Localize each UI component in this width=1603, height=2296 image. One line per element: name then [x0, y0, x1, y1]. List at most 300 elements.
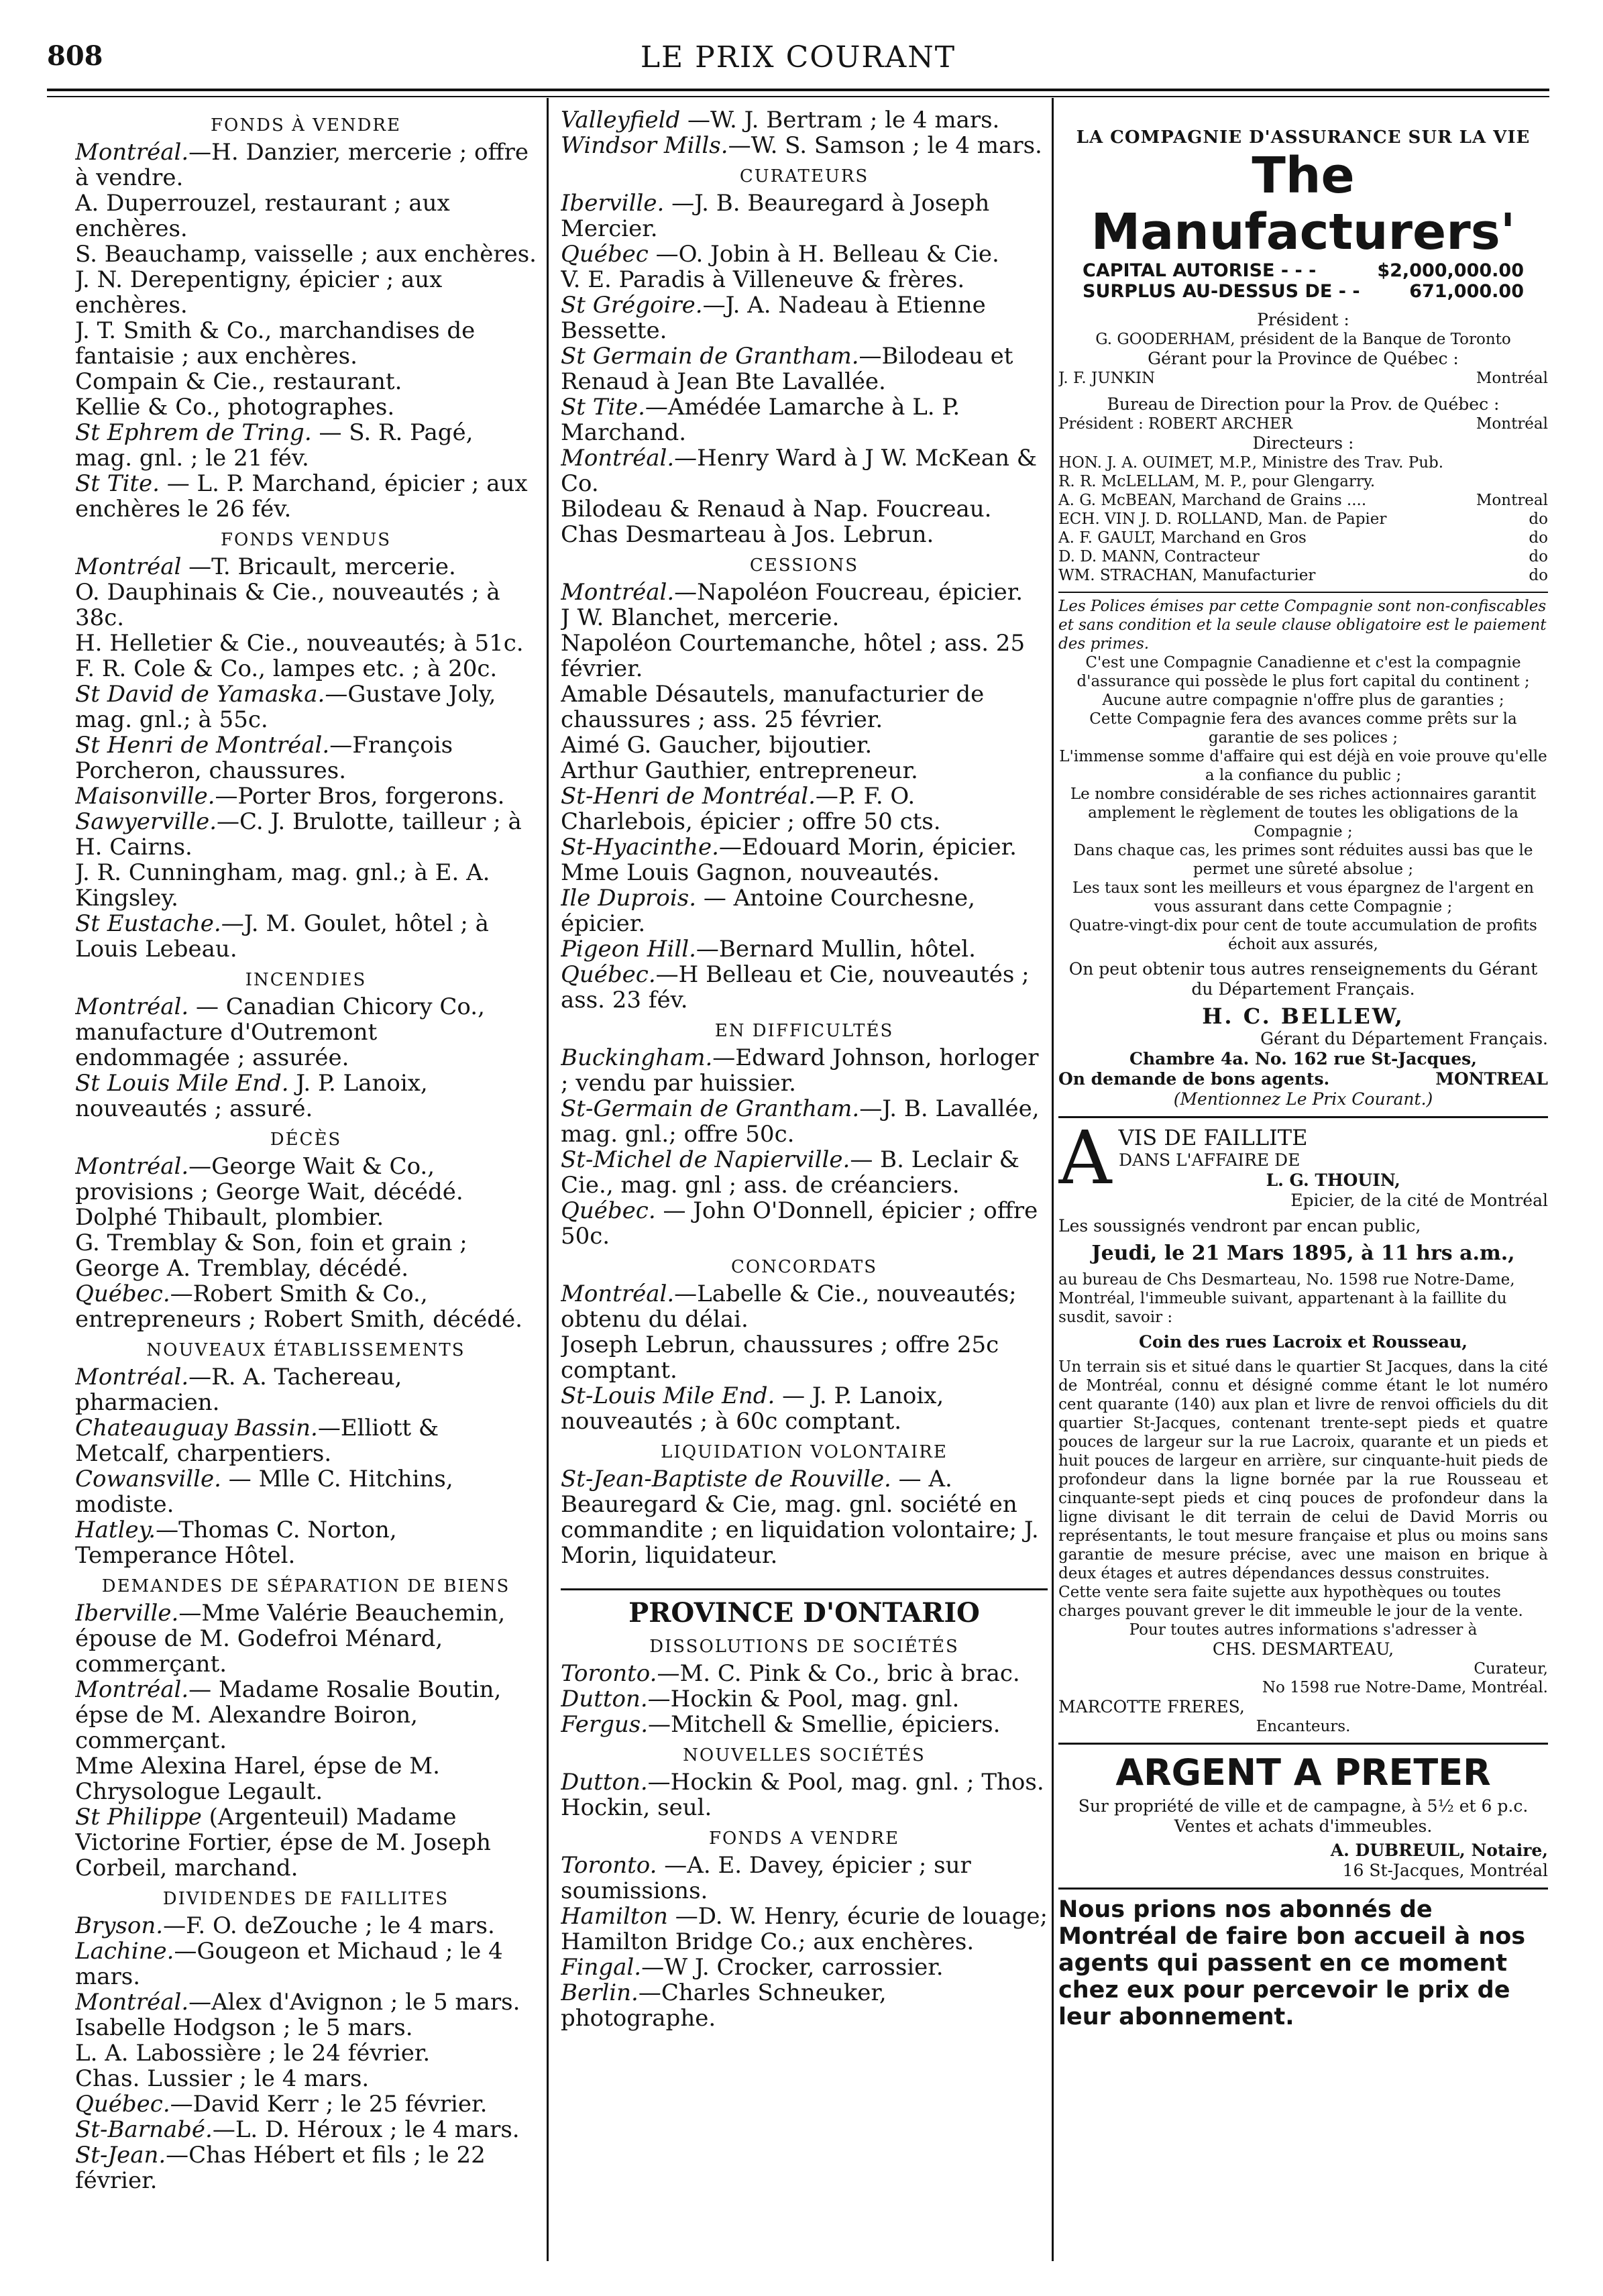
listing-entry [561, 1661, 1048, 1686]
entry-text: —Bilodeau et Renaud à Jean Bte Lavallée. [561, 343, 1013, 395]
sale-date: Jeudi, le 21 Mars 1895, à 11 hrs a.m., [1091, 1242, 1515, 1265]
page-number: 808 [47, 40, 103, 72]
entry-place: Montréal. [561, 579, 675, 606]
listing-entry [561, 190, 1048, 241]
listing-entry [75, 2040, 537, 2066]
listing-entry [75, 1753, 537, 1804]
listing-entry [561, 783, 1048, 834]
entry-text: —Bernard Mullin, hôtel. [696, 936, 976, 963]
entry-text: —Gougeon et Michaud ; le 4 mars. [75, 1938, 503, 1990]
header-rule [47, 89, 1549, 91]
entry-place: St Louis Mile End. [75, 1070, 289, 1097]
bureau-city: Montréal [1476, 415, 1548, 433]
entry-text: Bilodeau & Renaud à Nap. Foucreau. [561, 496, 992, 523]
listing-entry [561, 732, 1048, 758]
listing-entry [75, 656, 537, 681]
director-name: WM. STRACHAN, Manufacturier [1058, 567, 1316, 584]
listing-entry [561, 1466, 1048, 1568]
entry-place: Dutton. [561, 1686, 648, 1712]
entry-place: Iberville. [561, 190, 665, 217]
entry-text: —Mme Valérie Beauchemin, épouse de M. Godefroi Ménard, commerçant. [75, 1600, 506, 1678]
entry-text: Arthur Gauthier, entrepreneur. [561, 757, 918, 784]
sale-location: au bureau de Chs Desmarteau, No. 1598 rue Notre-Dame, Montréal, l'immeuble suivant, appartenant à la faillite du susdit, savoir : [1058, 1271, 1515, 1326]
faillite-desc: Epicier, de la cité de Montréal [1290, 1191, 1548, 1210]
entry-text: —L. D. Héroux ; le 4 mars. [212, 2116, 520, 2143]
column-2 [561, 107, 1048, 2257]
director-city: do [1529, 567, 1548, 584]
director-city: do [1529, 529, 1548, 547]
entry-place: St-Louis Mile End. [561, 1382, 775, 1409]
surplus-line [1058, 281, 1548, 302]
entry-text: — Canadian Chicory Co., manufacture d'Outremont endommagée ; assurée. [75, 993, 485, 1071]
listing-entry [75, 580, 537, 631]
gerant-city: Montréal [1476, 370, 1548, 387]
entry-text: —J. M. Goulet, hôtel ; à Louis Lebeau. [75, 910, 489, 963]
entry-text: Napoléon Courtemanche, hôtel ; ass. 25 février. [561, 630, 1026, 682]
listing-entry [75, 911, 537, 962]
running-title: LE PRIX COURANT [640, 40, 956, 74]
faillite-intro: Les soussignés vendront par encan public, [1058, 1216, 1421, 1236]
entry-place: St Grégoire. [561, 292, 703, 319]
director-name: D. D. MANN, Contracteur [1058, 548, 1260, 565]
bureau-label: Bureau de Direction pour la Prov. de Québec : [1107, 394, 1500, 414]
directors-list [1058, 453, 1548, 585]
entry-text: —Porter Bros, forgerons. [215, 783, 505, 810]
entry-text: — B. Leclair & Cie., mag. gnl ; ass. de créanciers. [561, 1146, 1019, 1199]
director-city: Montreal [1476, 492, 1548, 509]
sale-body-2: Cette vente sera faite sujette aux hypothèques ou toutes charges pouvant grever le dit immeuble le jour de la vente. [1058, 1584, 1523, 1620]
listing-entry [75, 1364, 537, 1415]
entry-text: S. Beauchamp, vaisselle ; aux enchères. [75, 241, 537, 268]
listing-entry [75, 1804, 537, 1881]
listing-entry [561, 605, 1048, 631]
director-name: A. F. GAULT, Marchand en Gros [1058, 529, 1307, 547]
listing-entry [561, 885, 1048, 936]
director-name: ECH. VIN J. D. ROLLAND, Man. de Papier [1058, 510, 1387, 528]
entry-text: —R. A. Tachereau, pharmacien. [75, 1364, 402, 1416]
entry-text: L. A. Labossière ; le 24 février. [75, 2040, 431, 2067]
listing-entry [561, 1853, 1048, 1904]
entry-place: St Ephrem de Tring. [75, 419, 312, 446]
policy-text: Quatre-vingt-dix pour cent de toute accumulation de profits échoit aux assurés, [1069, 917, 1537, 953]
entry-text: G. Tremblay & Son, foin et grain ; George A. Tremblay, décédé. [75, 1229, 467, 1282]
entry-place: Fergus. [561, 1711, 649, 1738]
director-row [1058, 453, 1548, 472]
listing-entry [561, 241, 1048, 267]
policy-text: L'immense somme d'affaire qui est déjà en voie prouve qu'elle a la confiance du public ; [1059, 748, 1547, 784]
entry-place: Chateauguay Bassin. [75, 1415, 318, 1441]
entry-place: St-Henri de Montréal. [561, 783, 816, 810]
listing-entry [75, 1517, 537, 1568]
gerant-name: J. F. JUNKIN [1058, 370, 1156, 387]
listing-entry [561, 962, 1048, 1013]
director-city: do [1529, 510, 1548, 528]
listing-entry [561, 445, 1048, 496]
listing-entry [561, 1045, 1048, 1096]
listing-entry [561, 522, 1048, 547]
argent-line-2: Ventes et achats d'immeubles. [1174, 1816, 1433, 1836]
entry-place: Montréal. [75, 1364, 189, 1390]
bureau-line [1058, 415, 1548, 433]
entry-text: Dolphé Thibault, plombier. [75, 1204, 384, 1231]
sale-corner: Coin des rues Lacroix et Rousseau, [1138, 1332, 1468, 1352]
entry-text: Mme Alexina Harel, épse de M. Chrysologue Legault. [75, 1753, 440, 1805]
entry-text: —F. O. deZouche ; le 4 mars. [163, 1912, 495, 1939]
curateur-label: Curateur, [1474, 1660, 1548, 1678]
entry-place: Montréal. [561, 1280, 675, 1307]
entry-text: J. T. Smith & Co., marchandises de fantaisie ; aux enchères. [75, 317, 476, 370]
entry-text: —J. B. Beauregard à Joseph Mercier. [561, 190, 990, 242]
section-title: LIQUIDATION VOLONTAIRE [661, 1442, 948, 1462]
entry-text: —A. E. Davey, épicier ; sur soumissions. [561, 1852, 971, 1904]
policy-text: Le nombre considérable de ses riches actionnaires garantit amplement le règlement de toutes les obligations de la Compagnie ; [1070, 785, 1537, 840]
listing-entry [75, 1938, 537, 1989]
listing-entry [561, 292, 1048, 343]
entry-place: St-Jean. [75, 2142, 166, 2169]
entry-place: St Tite. [75, 470, 160, 497]
listing-entry [75, 2142, 537, 2193]
listing-entry [75, 1600, 537, 1677]
insurance-advert [1058, 127, 1548, 1118]
entry-text: —Hockin & Pool, mag. gnl. [647, 1686, 960, 1712]
entry-text: —D. W. Henry, écurie de louage; Hamilton Bridge Co.; aux enchères. [561, 1903, 1048, 1955]
entry-text: —P. F. O. Charlebois, épicier ; offre 50 cts. [561, 783, 941, 835]
entry-place: Iberville. [75, 1600, 179, 1627]
listing-entry [75, 1466, 537, 1517]
section-title: DIVIDENDES DE FAILLITES [162, 1889, 449, 1909]
argent-line-1: Sur propriété de ville et de campagne, à 5½ et 6 p.c. [1078, 1796, 1529, 1816]
entry-text: —Alex d'Avignon ; le 5 mars. [188, 1989, 520, 2016]
listing-entry [561, 1712, 1048, 1737]
listing-entry [75, 1415, 537, 1466]
entry-text: —Edward Johnson, horloger ; vendu par huissier. [561, 1044, 1039, 1097]
entry-text: — Mlle C. Hitchins, modiste. [75, 1466, 453, 1518]
entry-text: —François Porcheron, chaussures. [75, 732, 453, 784]
director-city: do [1529, 548, 1548, 565]
entry-text: —J. A. Nadeau à Etienne Bessette. [561, 292, 986, 344]
quebec-sections-continued [561, 107, 1048, 1568]
section-title: DISSOLUTIONS DE SOCIÉTÉS [649, 1637, 959, 1657]
entry-place: Sawyerville. [75, 808, 217, 835]
director-row [1058, 491, 1548, 510]
entry-place: Fingal. [561, 1954, 642, 1981]
entry-text: —W. J. Bertram ; le 4 mars. [680, 107, 1000, 133]
entry-text: —George Wait & Co., provisions ; George Wait, décédé. [75, 1153, 463, 1205]
entry-place: St Henri de Montréal. [75, 732, 330, 759]
listing-entry [561, 267, 1048, 292]
listing-entry [561, 834, 1048, 860]
entry-text: —Gustave Joly, mag. gnl.; à 55c. [75, 681, 496, 733]
listing-entry [75, 267, 537, 318]
entry-place: St-Jean-Baptiste de Rouville. [561, 1466, 891, 1492]
entry-text: —David Kerr ; le 25 février. [170, 2091, 488, 2118]
policy-text: C'est une Compagnie Canadienne et c'est la compagnie d'assurance qui possède le plus fort capital du continent ; [1076, 654, 1530, 690]
faillite-name: L. G. THOUIN, [1266, 1170, 1400, 1190]
entry-text: —H. Danzier, mercerie ; offre à vendre. [75, 139, 529, 191]
surplus-value: 671,000.00 [1409, 281, 1524, 302]
entry-text: Kellie & Co., photographes. [75, 394, 395, 421]
agents-line [1058, 1069, 1548, 1089]
section-title: INCENDIES [245, 970, 367, 990]
listing-entry [75, 318, 537, 369]
curateur-name: CHS. DESMARTEAU, [1212, 1639, 1394, 1659]
entry-text: —Henry Ward à J W. McKean & Co. [561, 445, 1038, 497]
bureau-president: Président : ROBERT ARCHER [1058, 415, 1293, 433]
header-rule-thin [47, 96, 1549, 97]
entry-place: St-Germain de Grantham. [561, 1095, 860, 1122]
entry-place: Berlin. [561, 1979, 639, 2006]
entry-place: Montréal. [75, 139, 189, 166]
entry-text: — L. P. Marchand, épicier ; aux enchères le 26 fév. [75, 470, 528, 523]
column-divider [1052, 98, 1054, 2261]
entry-text: — Antoine Courchesne, épicier. [561, 885, 975, 937]
entry-text: —T. Bricault, mercerie. [181, 553, 456, 580]
listing-entry [561, 1281, 1048, 1332]
entry-place: Valleyfield [561, 107, 681, 133]
listing-entry [75, 860, 537, 911]
listing-entry [75, 140, 537, 190]
listing-entry [75, 241, 537, 267]
auctioneers-label: Encanteurs. [1256, 1718, 1351, 1735]
listing-entry [75, 783, 537, 809]
entry-text: Isabelle Hodgson ; le 5 mars. [75, 2014, 413, 2041]
director-name: HON. J. A. OUIMET, M.P., Ministre des Trav. Pub. [1058, 454, 1444, 472]
surplus-label: SURPLUS AU-DESSUS DE - - [1083, 281, 1360, 302]
policy-text: Cette Compagnie fera des avances comme prêts sur la garantie de ses polices ; [1089, 710, 1517, 747]
entry-place: Québec [561, 241, 649, 268]
listing-entry [75, 1989, 537, 2015]
entry-text: O. Dauphinais & Cie., nouveautés ; à 38c. [75, 579, 500, 631]
listing-entry [75, 994, 537, 1071]
entry-place: Montréal. [75, 1989, 189, 2016]
notary-address: 16 St-Jacques, Montréal [1342, 1861, 1548, 1880]
listing-entry [561, 107, 1048, 133]
listing-entry [75, 809, 537, 860]
entry-text: J. N. Derepentigny, épicier ; aux enchères. [75, 266, 443, 319]
entry-place: Toronto. [561, 1852, 657, 1879]
listing-entry [75, 1154, 537, 1205]
section-title: FONDS VENDUS [220, 530, 392, 550]
listing-entry [561, 681, 1048, 732]
listing-entry [75, 1281, 537, 1332]
directeurs-label: Directeurs : [1252, 433, 1354, 453]
listing-entry [75, 190, 537, 241]
entry-text: —Charles Schneuker, photographe. [561, 1979, 887, 2032]
faillite-advert [1058, 1115, 1548, 1745]
director-name: A. G. McBEAN, Marchand de Grains .... [1058, 492, 1367, 509]
entry-text: —Edouard Morin, épicier. [718, 834, 1017, 861]
entry-place: St Philippe [75, 1804, 202, 1830]
listing-entry [561, 1769, 1048, 1820]
listing-entry [561, 936, 1048, 962]
agent-title: Gérant du Département Français. [1260, 1029, 1548, 1048]
agent-address: Chambre 4a. No. 162 rue St-Jacques, [1129, 1049, 1477, 1069]
entry-place: St-Michel de Napierville. [561, 1146, 850, 1173]
listing-entry [75, 554, 537, 580]
entry-place: St Germain de Grantham. [561, 343, 859, 370]
listing-entry [75, 681, 537, 732]
entry-place: Montréal. [561, 445, 675, 472]
section-title: NOUVELLES SOCIÉTÉS [683, 1745, 926, 1765]
section-title: CESSIONS [749, 555, 859, 576]
entry-place: Montréal. [75, 1676, 189, 1703]
listing-entry [561, 1332, 1048, 1383]
entry-text: Amable Désautels, manufacturier de chaussures ; ass. 25 février. [561, 681, 985, 733]
entry-place: St Eustache. [75, 910, 221, 937]
entry-text: V. E. Paradis à Villeneuve & frères. [561, 266, 965, 293]
gerant-line [1058, 369, 1548, 388]
entry-text: — Madame Rosalie Boutin, épse de M. Alexandre Boiron, commerçant. [75, 1676, 502, 1754]
entry-text: — John O'Donnell, épicier ; offre 50c. [561, 1197, 1038, 1250]
entry-text: Compain & Cie., restaurant. [75, 368, 402, 395]
policy-text: Dans chaque cas, les primes sont réduites aussi bas que le permet une sûreté absolue ; [1073, 842, 1533, 878]
gerant-label: Gérant pour la Province de Québec : [1148, 349, 1459, 368]
listing-entry [75, 1205, 537, 1230]
entry-text: —Chas Hébert et fils ; le 22 février. [75, 2142, 486, 2194]
entry-place: Buckingham. [561, 1044, 713, 1071]
entry-place: Montréal. [75, 1153, 189, 1180]
entry-text: Chas. Lussier ; le 4 mars. [75, 2065, 370, 2092]
entry-text: — A. Beauregard & Cie, mag. gnl. société en commandite ; en liquidation volontaire; J. Morin, liquidateur. [561, 1466, 1039, 1569]
entry-place: Québec. [75, 2091, 170, 2118]
listing-entry [75, 420, 537, 471]
argent-advert [1058, 1751, 1548, 1890]
section-title: DÉCÈS [270, 1130, 342, 1150]
capital-line [1058, 260, 1548, 281]
entry-text: —Mitchell & Smellie, épiciers. [648, 1711, 1001, 1738]
argent-title: ARGENT A PRETER [1115, 1751, 1491, 1794]
page-header [47, 34, 1549, 87]
listing-entry [75, 732, 537, 783]
listing-entry [561, 860, 1048, 885]
listing-entry [75, 2091, 537, 2117]
listing-entry [75, 1913, 537, 1938]
faillite-title: VIS DE FAILLITE [1118, 1125, 1308, 1150]
policy-text: Les taux sont les meilleurs et vous épargnez de l'argent en vous assurant dans cette Compagnie ; [1072, 879, 1534, 916]
director-row [1058, 566, 1548, 585]
entry-text: —Amédée Lamarche à L. P. Marchand. [561, 394, 960, 446]
section-title: CURATEURS [739, 166, 869, 186]
listing-entry [75, 2117, 537, 2142]
ontario-heading: PROVINCE D'ONTARIO [561, 1588, 1048, 1629]
auctioneers: MARCOTTE FRERES, [1058, 1697, 1245, 1716]
section-title: CONCORDATS [730, 1257, 878, 1277]
curateur-address: No 1598 rue Notre-Dame, Montréal. [1262, 1679, 1548, 1696]
listing-entry [561, 1096, 1048, 1147]
entry-place: Toronto. [561, 1660, 657, 1687]
section-title: FONDS A VENDRE [709, 1828, 899, 1849]
listing-entry [561, 580, 1048, 605]
subscriber-notice: Nous prions nos abonnés de Montréal de faire bon accueil à nos agents qui passent en ce moment chez eux pour percevoir le prix de leur abonnement. [1058, 1896, 1526, 2030]
listing-entry [561, 1980, 1048, 2031]
entry-text: —C. J. Brulotte, tailleur ; à H. Cairns. [75, 808, 522, 861]
entry-text: —J. B. Lavallée, mag. gnl.; offre 50c. [561, 1095, 1040, 1148]
entry-place: Windsor Mills. [561, 132, 728, 159]
entry-place: Québec. [561, 961, 656, 988]
capital-value: $2,000,000.00 [1377, 260, 1524, 281]
entry-text: —Elliott & Metcalf, charpentiers. [75, 1415, 439, 1467]
mention: (Mentionnez Le Prix Courant.) [1173, 1089, 1433, 1109]
listing-entry [561, 1904, 1048, 1955]
entry-text: Joseph Lebrun, chaussures ; offre 25c comptant. [561, 1331, 999, 1384]
entry-place: St Tite. [561, 394, 645, 421]
ontario-sections [561, 1637, 1048, 2031]
entry-place: Québec. [75, 1280, 170, 1307]
listing-entry [75, 1230, 537, 1281]
listing-entry [561, 133, 1048, 158]
entry-text: —Robert Smith & Co., entrepreneurs ; Robert Smith, décédé. [75, 1280, 522, 1333]
column-1 [75, 107, 537, 2257]
section-title: EN DIFFICULTÉS [714, 1021, 894, 1041]
listing-entry [75, 1071, 537, 1122]
section-title: DEMANDES DE SÉPARATION DE BIENS [101, 1576, 510, 1596]
entry-text: J. P. Lanoix, nouveautés ; assuré. [75, 1070, 428, 1122]
entry-text: H. Helletier & Cie., nouveautés; à 51c. [75, 630, 524, 657]
listing-entry [75, 369, 537, 394]
entry-place: Hatley. [75, 1517, 156, 1543]
info-text: On peut obtenir tous autres renseignements du Gérant du Département Français. [1068, 959, 1538, 999]
listing-entry [561, 1383, 1048, 1434]
director-row [1058, 547, 1548, 566]
entry-place: St David de Yamaska. [75, 681, 325, 708]
listing-entry [75, 1677, 537, 1753]
entry-place: Pigeon Hill. [561, 936, 696, 963]
entry-place: Hamilton [561, 1903, 668, 1930]
listing-entry [561, 1955, 1048, 1980]
agents-city: MONTREAL [1435, 1069, 1548, 1089]
entry-text: Aimé G. Gaucher, bijoutier. [561, 732, 873, 759]
president: G. GOODERHAM, président de la Banque de Toronto [1095, 331, 1511, 348]
entry-place: St-Barnabé. [75, 2116, 213, 2143]
company-name: The Manufacturers' [1091, 147, 1516, 261]
entry-text: Mme Louis Gagnon, nouveautés. [561, 859, 940, 886]
director-row [1058, 472, 1548, 491]
listing-entry [75, 631, 537, 656]
entry-place: Montréal [75, 553, 182, 580]
entry-text: —W J. Crocker, carrossier. [641, 1954, 944, 1981]
entry-place: Ile Duprois. [561, 885, 697, 912]
entry-text: J W. Blanchet, mercerie. [561, 604, 840, 631]
agents-wanted: On demande de bons agents. [1058, 1069, 1330, 1089]
listing-entry [75, 394, 537, 420]
entry-text: —H Belleau et Cie, nouveautés ; ass. 23 fév. [561, 961, 1030, 1014]
agent-name: H. C. BELLEW, [1202, 1003, 1404, 1029]
entry-text: —Napoléon Foucreau, épicier. [674, 579, 1024, 606]
listing-entry [561, 496, 1048, 522]
entry-text: —M. C. Pink & Co., bric à brac. [657, 1660, 1020, 1687]
column-3-ads [1058, 107, 1548, 2257]
company-line: LA COMPAGNIE D'ASSURANCE SUR LA VIE [1076, 127, 1531, 148]
entry-text: Chas Desmarteau à Jos. Lebrun. [561, 521, 934, 548]
capital-label: CAPITAL AUTORISE - - - [1083, 260, 1317, 281]
entry-text: —W. S. Samson ; le 4 mars. [728, 132, 1042, 159]
listing-entry [561, 1686, 1048, 1712]
entry-text: — J. P. Lanoix, nouveautés ; à 60c comptant. [561, 1382, 944, 1435]
entry-place: Lachine. [75, 1938, 174, 1965]
listing-entry [75, 2015, 537, 2040]
entry-text: —Thomas C. Norton, Temperance Hôtel. [75, 1517, 397, 1569]
contact-line: Pour toutes autres informations s'adresser à [1129, 1621, 1478, 1639]
entry-place: Québec. [561, 1197, 656, 1224]
entry-place: Montréal. [75, 993, 189, 1020]
policy-text: Aucune autre compagnie n'offre plus de garanties ; [1102, 692, 1504, 709]
entry-place: Bryson. [75, 1912, 164, 1939]
column-divider [547, 98, 549, 2261]
notary: A. DUBREUIL, Notaire, [1330, 1841, 1548, 1860]
entry-text: — S. R. Pagé, mag. gnl. ; le 21 fév. [75, 419, 474, 472]
director-row [1058, 510, 1548, 529]
director-name: R. R. McLELLAM, M. P., pour Glengarry. [1058, 473, 1376, 490]
